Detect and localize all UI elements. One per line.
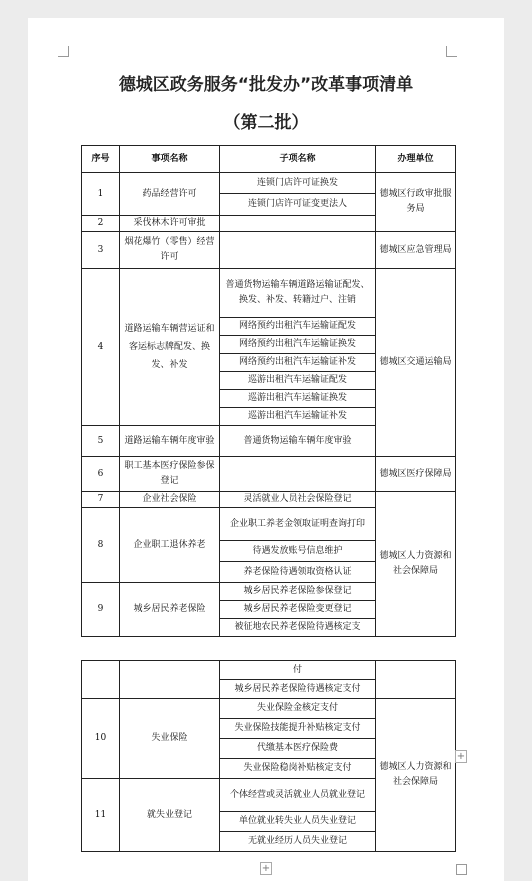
row-item-name: 药品经营许可: [120, 173, 220, 216]
row-item-name: 就失业登记: [120, 779, 220, 852]
row-unit-empty: [376, 661, 456, 699]
row-unit: 德城区人力资源和社会保障局: [376, 492, 456, 637]
row-item-name-empty: [120, 661, 220, 699]
header-unit: 办理单位: [376, 146, 456, 173]
row-no: 7: [82, 492, 120, 508]
table-header-row: [82, 146, 456, 173]
row-sub-item: 灵活就业人员社会保险登记: [220, 492, 376, 508]
row-sub-item: 巡游出租汽车运输证补发: [220, 408, 376, 426]
row-item-name: 企业职工退休养老: [120, 508, 220, 583]
row-sub-item: 普通货物运输车辆道路运输证配发、换发、补发、转籍过户、注销: [220, 269, 376, 318]
row-sub-item: 个体经营或灵活就业人员就业登记: [220, 779, 376, 812]
row-sub-item: 失业保险技能提升补贴核定支付: [220, 719, 376, 739]
table-row: [82, 269, 456, 318]
table-row: [82, 173, 456, 194]
row-sub-item: 被征地农民养老保险待遇核定支: [220, 619, 376, 637]
row-no: 4: [82, 269, 120, 426]
table-row: [82, 457, 456, 492]
row-sub-item: 企业职工养老金领取证明查询打印: [220, 508, 376, 541]
row-no: 5: [82, 426, 120, 457]
row-sub-item: 失业保险金核定支付: [220, 699, 376, 719]
table-row: [82, 699, 456, 719]
row-sub-item: 城乡居民养老保险待遇核定支付: [220, 680, 376, 699]
row-item-name: 企业社会保险: [120, 492, 220, 508]
row-unit: 德城区应急管理局: [376, 232, 456, 269]
row-sub-item: [220, 216, 376, 232]
row-sub-item: 失业保险稳岗补贴核定支付: [220, 759, 376, 779]
row-unit: 德城区人力资源和社会保障局: [376, 699, 456, 852]
items-table: [81, 145, 456, 637]
row-sub-item: 网络预约出租汽车运输证补发: [220, 354, 376, 372]
row-unit: 德城区行政审批服务局: [376, 173, 456, 232]
row-item-name: 烟花爆竹（零售）经营许可: [120, 232, 220, 269]
add-column-plus-icon[interactable]: +: [261, 863, 271, 874]
row-no-empty: [82, 661, 120, 699]
row-sub-item: 城乡居民养老保险参保登记: [220, 583, 376, 601]
table-row: [82, 232, 456, 269]
row-no: 11: [82, 779, 120, 852]
table-row: [82, 661, 456, 680]
row-sub-item: 连锁门店许可证换发: [220, 173, 376, 194]
row-item-name: 城乡居民养老保险: [120, 583, 220, 637]
document-subtitle: （第二批）: [223, 113, 309, 133]
row-sub-item: [220, 457, 376, 492]
row-sub-item: 网络预约出租汽车运输证换发: [220, 336, 376, 354]
row-sub-item: 网络预约出租汽车运输证配发: [220, 318, 376, 336]
header-no: 序号: [82, 146, 120, 173]
add-row-plus-icon[interactable]: +: [456, 751, 466, 762]
row-item-name: 失业保险: [120, 699, 220, 779]
items-table-continued: [81, 660, 456, 852]
row-no: 2: [82, 216, 120, 232]
row-sub-item: 单位就业转失业人员失业登记: [220, 812, 376, 832]
row-sub-item: 无就业经历人员失业登记: [220, 832, 376, 852]
table-resize-handle[interactable]: [456, 864, 467, 875]
table-row: [82, 492, 456, 508]
header-sub-item: 子项名称: [220, 146, 376, 173]
row-sub-item: 养老保险待遇领取资格认证: [220, 562, 376, 583]
row-sub-item: 待遇发放账号信息维护: [220, 541, 376, 562]
row-item-name: 道路运输车辆年度审验: [120, 426, 220, 457]
row-sub-item: 巡游出租汽车运输证换发: [220, 390, 376, 408]
row-no: 9: [82, 583, 120, 637]
document-title: 德城区政务服务“批发办”改革事项清单: [118, 75, 414, 95]
row-unit: 德城区医疗保障局: [376, 457, 456, 492]
row-sub-item: 普通货物运输车辆年度审验: [220, 426, 376, 457]
row-no: 3: [82, 232, 120, 269]
header-item-name: 事项名称: [120, 146, 220, 173]
row-item-name: 采伐林木许可审批: [120, 216, 220, 232]
page-corner-mark-left: [58, 46, 69, 57]
row-no: 10: [82, 699, 120, 779]
row-no: 8: [82, 508, 120, 583]
row-no: 1: [82, 173, 120, 216]
row-sub-item: [220, 232, 376, 269]
row-sub-item: 城乡居民养老保险变更登记: [220, 601, 376, 619]
row-item-name: 道路运输车辆营运证和客运标志牌配发、换发、补发: [120, 269, 220, 426]
row-item-name: 职工基本医疗保险参保登记: [120, 457, 220, 492]
row-sub-item: 连锁门店许可证变更法人: [220, 194, 376, 216]
row-sub-item: 巡游出租汽车运输证配发: [220, 372, 376, 390]
page-corner-mark-right: [446, 46, 457, 57]
row-sub-item: 代缴基本医疗保险费: [220, 739, 376, 759]
row-no: 6: [82, 457, 120, 492]
row-sub-item: 付: [220, 661, 376, 680]
row-unit: 德城区交通运输局: [376, 269, 456, 457]
